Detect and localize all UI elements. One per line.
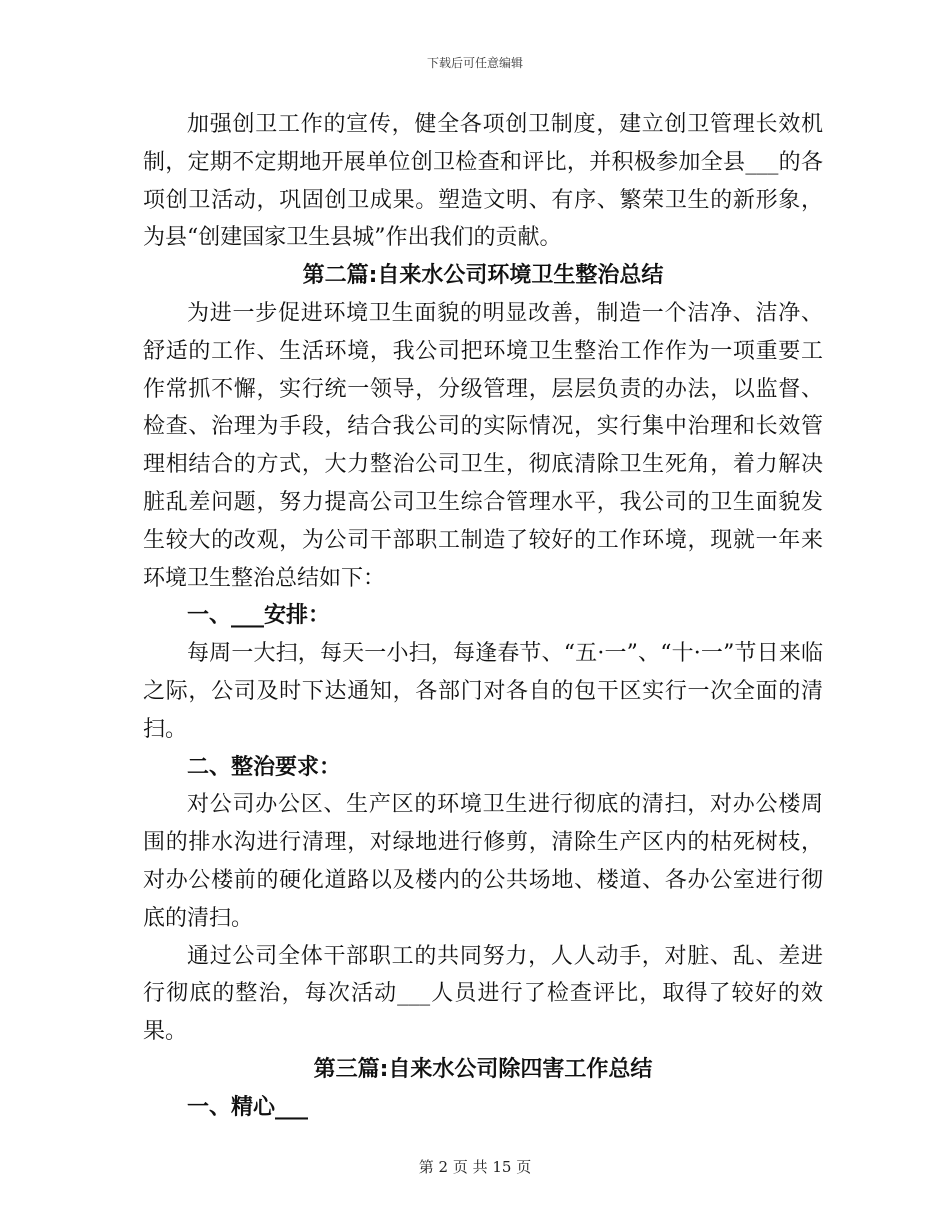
subheading-careful: 一、精心___ [187, 1094, 309, 1120]
page-header-note: 下载后可任意编辑 [426, 56, 523, 70]
paragraph-creation-sanitation: 加强创卫工作的宣传，健全各项创卫制度，建立创卫管理长效机制，定期不定期地开展单位创卫检查和评比，并积极参加全县___的各项创卫活动，巩固创卫成果。塑造文明、有序、繁荣卫生的新形象，为县“创建国家卫生县城”作出我们的贡献。 [143, 112, 823, 251]
page-number: 第 2 页 共 15 页 [418, 1158, 532, 1176]
paragraph-cleaning-schedule: 每周一大扫，每天一小扫，每逢春节、“五·一”、“十·一”节日来临之际，公司及时下达通知，各部门对各自的包干区实行一次全面的清扫。 [143, 641, 823, 742]
paragraph-results: 通过公司全体干部职工的共同努力，人人动手，对脏、乱、差进行彻底的整治，每次活动___人员进行了检查评比，取得了较好的效果。 [143, 943, 823, 1045]
paragraph-requirements: 对公司办公区、生产区的环境卫生进行彻底的清扫，对办公楼周围的排水沟进行清理，对绿地进行修剪，清除生产区内的枯死树枝，对办公楼前的硬化道路以及楼内的公共场地、楼道、各办公室进行彻底的清扫。 [143, 792, 823, 931]
section-title-3: 第三篇:自来水公司除四害工作总结 [313, 1056, 653, 1082]
document-body [143, 106, 823, 1127]
section-title-2: 第二篇:自来水公司环境卫生整治总结 [302, 263, 664, 289]
paragraph-environment-intro: 为进一步促进环境卫生面貌的明显改善，制造一个洁净、洁净、舒适的工作、生活环境，我公司把环境卫生整治工作作为一项重要工作常抓不懈，实行统一领导，分级管理，层层负责的办法，以监督、检查、治理为手段，结合我公司的实际情况，实行集中治理和长效管理相结合的方式，大力整治公司卫生，彻底清除卫生死角，着力解决脏乱差问题，努力提高公司卫生综合管理水平，我公司的卫生面貌发生较大的改观，为公司干部职工制造了较好的工作环境，现就一年来环境卫生整治总结如下： [143, 300, 823, 591]
subheading-arrangement: 一、___安排： [187, 603, 331, 629]
subheading-requirements: 二、整治要求： [187, 754, 342, 780]
